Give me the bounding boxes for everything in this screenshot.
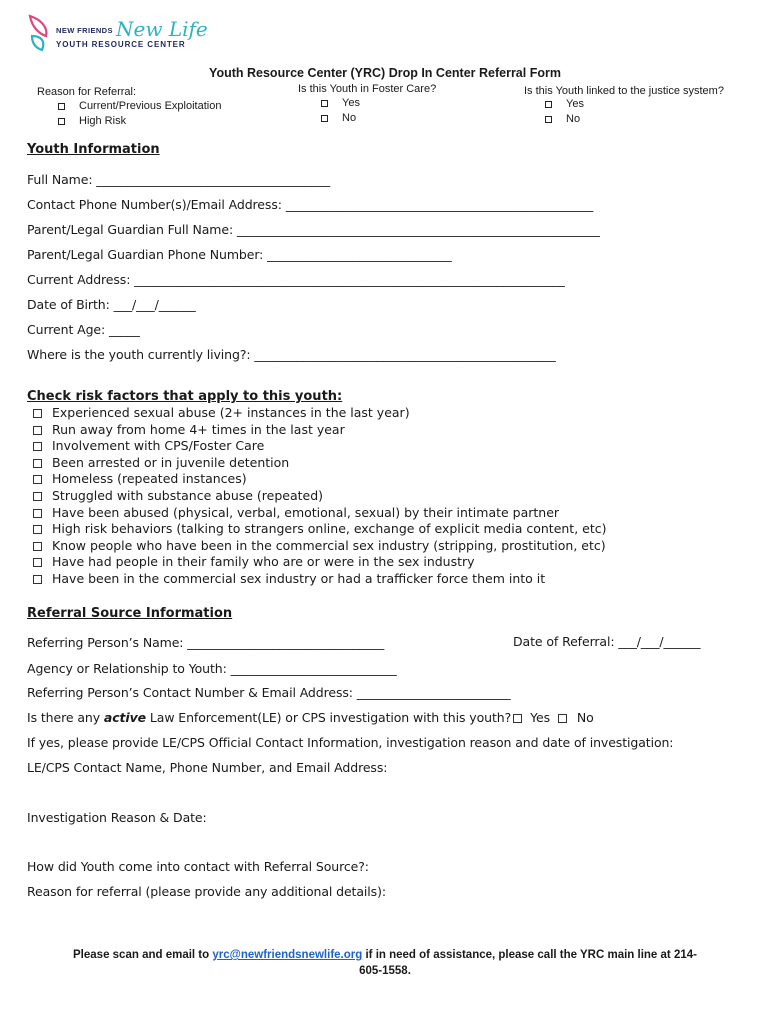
foster-label: Is this Youth in Foster Care? bbox=[298, 83, 437, 95]
risk-item[interactable]: Know people who have been in the commercial sex industry (stripping, prostitution, etc) bbox=[33, 538, 607, 555]
email-link[interactable]: yrc@newfriendsnewlife.org bbox=[212, 949, 363, 961]
checkbox[interactable] bbox=[33, 542, 42, 551]
checkbox[interactable] bbox=[33, 509, 42, 518]
risk-item[interactable]: Struggled with substance abuse (repeated) bbox=[33, 488, 607, 505]
footer-instructions: Please scan and email to yrc@newfriendsnewlife.org if in need of assistance, please call the YRC main line at 214- 605-1558. bbox=[73, 949, 697, 977]
checkbox[interactable] bbox=[545, 116, 552, 123]
risk-item[interactable]: Have been abused (physical, verbal, emotional, sexual) by their intimate partner bbox=[33, 505, 607, 522]
checkbox[interactable] bbox=[33, 409, 42, 418]
checkbox[interactable] bbox=[545, 101, 552, 108]
justice-option-no[interactable]: No bbox=[545, 113, 580, 125]
foster-option-yes[interactable]: Yes bbox=[321, 97, 360, 109]
youth-info-heading: Youth Information bbox=[27, 142, 160, 157]
current-age-field[interactable]: Current Age: _____ bbox=[27, 322, 140, 337]
risk-item[interactable]: High risk behaviors (talking to strangers online, exchange of explicit media content, etc) bbox=[33, 521, 607, 538]
risk-item[interactable]: Have been in the commercial sex industry or had a trafficker force them into it bbox=[33, 571, 607, 588]
reason-option-exploitation[interactable]: Current/Previous Exploitation bbox=[58, 100, 221, 112]
contact-phone-email-field[interactable]: Contact Phone Number(s)/Email Address: __________________________________________________ bbox=[27, 197, 594, 212]
checkbox[interactable] bbox=[33, 475, 42, 484]
butterfly-logo-icon bbox=[26, 14, 52, 52]
checkbox[interactable] bbox=[321, 115, 328, 122]
investigation-reason-field[interactable]: Investigation Reason & Date: bbox=[27, 810, 207, 825]
risk-heading: Check risk factors that apply to this youth: bbox=[27, 389, 343, 404]
referrer-contact-field[interactable]: Referring Person’s Contact Number & Email Address: _________________________ bbox=[27, 685, 511, 700]
risk-list bbox=[33, 405, 607, 588]
agency-field[interactable]: Agency or Relationship to Youth: ___________________________ bbox=[27, 661, 397, 676]
logo-bottom-text: YOUTH RESOURCE CENTER bbox=[56, 40, 186, 49]
referring-name-field[interactable]: Referring Person’s Name: ________________________________ bbox=[27, 635, 385, 650]
living-situation-field[interactable]: Where is the youth currently living?: _________________________________________________ bbox=[27, 347, 556, 362]
checkbox[interactable] bbox=[33, 558, 42, 567]
referral-date-field[interactable]: Date of Referral: ___/___/______ bbox=[513, 634, 701, 649]
risk-item[interactable]: Have had people in their family who are or were in the sex industry bbox=[33, 554, 607, 571]
le-no-checkbox[interactable] bbox=[558, 714, 567, 723]
risk-item[interactable]: Homeless (repeated instances) bbox=[33, 471, 607, 488]
guardian-name-field[interactable]: Parent/Legal Guardian Full Name: ___________________________________________________________ bbox=[27, 222, 600, 237]
foster-option-no[interactable]: No bbox=[321, 112, 356, 124]
how-contact-field[interactable]: How did Youth come into contact with Referral Source?: bbox=[27, 859, 369, 874]
reason-label: Reason for Referral: bbox=[37, 86, 137, 98]
risk-item[interactable]: Experienced sexual abuse (2+ instances in the last year) bbox=[33, 405, 607, 422]
le-investigation-question: Is there any active Law Enforcement(LE) or CPS investigation with this youth? Yes No bbox=[27, 710, 594, 725]
risk-item[interactable]: Run away from home 4+ times in the last year bbox=[33, 422, 607, 439]
checkbox[interactable] bbox=[33, 459, 42, 468]
guardian-phone-field[interactable]: Parent/Legal Guardian Phone Number: ______________________________ bbox=[27, 247, 452, 262]
checkbox[interactable] bbox=[58, 118, 65, 125]
logo bbox=[26, 14, 206, 54]
le-yes-checkbox[interactable] bbox=[513, 714, 522, 723]
checkbox[interactable] bbox=[33, 575, 42, 584]
checkbox[interactable] bbox=[33, 426, 42, 435]
checkbox[interactable] bbox=[33, 442, 42, 451]
checkbox[interactable] bbox=[33, 525, 42, 534]
checkbox[interactable] bbox=[33, 492, 42, 501]
checkbox[interactable] bbox=[58, 103, 65, 110]
checkbox[interactable] bbox=[321, 100, 328, 107]
justice-option-yes[interactable]: Yes bbox=[545, 98, 584, 110]
le-contact-field[interactable]: LE/CPS Contact Name, Phone Number, and Email Address: bbox=[27, 760, 388, 775]
form-title: Youth Resource Center (YRC) Drop In Center Referral Form bbox=[209, 66, 561, 80]
justice-label: Is this Youth linked to the justice system? bbox=[524, 85, 724, 97]
risk-item[interactable]: Been arrested or in juvenile detention bbox=[33, 455, 607, 472]
reason-details-field[interactable]: Reason for referral (please provide any additional details): bbox=[27, 884, 386, 899]
logo-script-text: New Life bbox=[116, 17, 208, 41]
reason-option-high-risk[interactable]: High Risk bbox=[58, 115, 126, 127]
date-of-birth-field[interactable]: Date of Birth: ___/___/______ bbox=[27, 297, 196, 312]
logo-top-text: NEW FRIENDS bbox=[56, 26, 113, 35]
full-name-field[interactable]: Full Name: ______________________________________ bbox=[27, 172, 331, 187]
if-yes-instructions: If yes, please provide LE/CPS Official Contact Information, investigation reason and date of investigation: bbox=[27, 735, 674, 750]
referral-heading: Referral Source Information bbox=[27, 606, 233, 621]
current-address-field[interactable]: Current Address: ______________________________________________________________________ bbox=[27, 272, 565, 287]
risk-item[interactable]: Involvement with CPS/Foster Care bbox=[33, 438, 607, 455]
